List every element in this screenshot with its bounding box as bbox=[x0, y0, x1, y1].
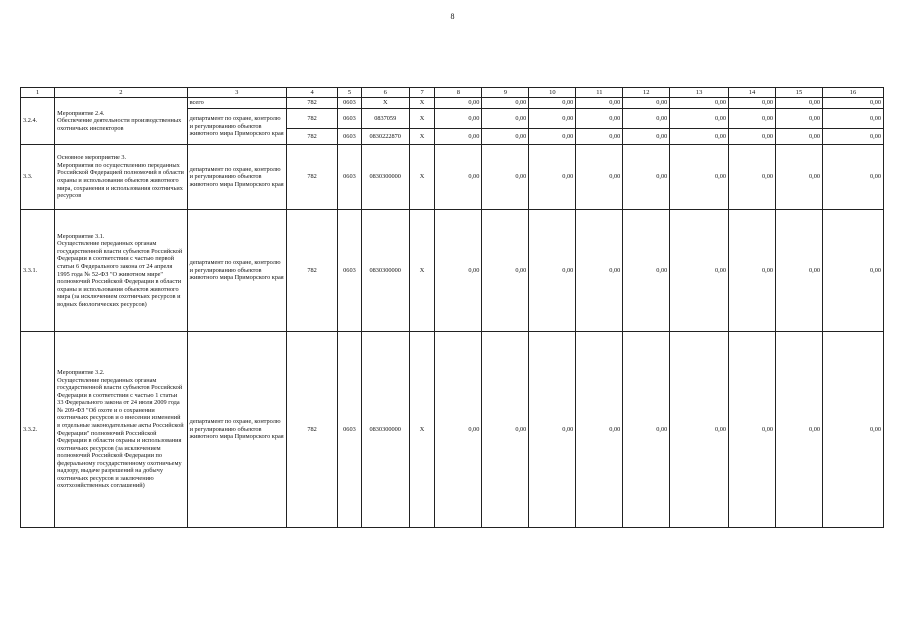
executor: департамент по охране, контролю и регулированию объектов животного мира Приморского края bbox=[187, 109, 286, 145]
rzpr-code: 0603 bbox=[338, 210, 361, 332]
value-cell: 0,00 bbox=[623, 109, 670, 129]
value-cell: 0,00 bbox=[729, 145, 776, 210]
rzpr-code: 0603 bbox=[338, 109, 361, 129]
row-number: 3.3.1. bbox=[21, 210, 55, 332]
value-cell: 0,00 bbox=[823, 332, 884, 528]
value-cell: 0,00 bbox=[776, 332, 823, 528]
rzpr-code: 0603 bbox=[338, 145, 361, 210]
value-cell: 0,00 bbox=[576, 129, 623, 145]
value-cell: 0,00 bbox=[576, 98, 623, 109]
value-cell: 0,00 bbox=[670, 98, 729, 109]
activity-name: Мероприятие 2.4. Обеспечение деятельности производственных охотничьих инспекторов bbox=[55, 98, 187, 145]
value-cell: 0,00 bbox=[482, 129, 529, 145]
column-header: 1 bbox=[21, 88, 55, 98]
executor: департамент по охране, контролю и регулированию объектов животного мира Приморского края bbox=[187, 332, 286, 528]
rzpr-code: 0603 bbox=[338, 129, 361, 145]
grbs-code: 782 bbox=[286, 332, 337, 528]
row-number: 3.3. bbox=[21, 145, 55, 210]
grbs-code: 782 bbox=[286, 145, 337, 210]
activity-name: Мероприятие 3.1. Осуществление переданных органам государственной власти субъектов Российской Федерации в соответствии с частью первой статьи 6 Федерального закона от 24 апреля 1995 года № 52-ФЗ "О животном мире" полномочий Российской Федерации в области охраны и использования объектов животного мира (за исключением охотничьих ресурсов и водных биологических ресурсов) bbox=[55, 210, 187, 332]
value-cell: 0,00 bbox=[529, 145, 576, 210]
value-cell: 0,00 bbox=[670, 145, 729, 210]
column-header: 3 bbox=[187, 88, 286, 98]
vr-code: Х bbox=[409, 129, 435, 145]
value-cell: 0,00 bbox=[729, 98, 776, 109]
column-header: 2 bbox=[55, 88, 187, 98]
value-cell: 0,00 bbox=[482, 98, 529, 109]
column-header: 7 bbox=[409, 88, 435, 98]
grbs-code: 782 bbox=[286, 210, 337, 332]
csr-code: 0837059 bbox=[361, 109, 409, 129]
value-cell: 0,00 bbox=[776, 109, 823, 129]
value-cell: 0,00 bbox=[623, 129, 670, 145]
value-cell: 0,00 bbox=[482, 109, 529, 129]
column-header: 16 bbox=[823, 88, 884, 98]
value-cell: 0,00 bbox=[435, 109, 482, 129]
value-cell: 0,00 bbox=[729, 210, 776, 332]
column-header: 13 bbox=[670, 88, 729, 98]
value-cell: 0,00 bbox=[670, 109, 729, 129]
column-header: 10 bbox=[529, 88, 576, 98]
value-cell: 0,00 bbox=[435, 129, 482, 145]
value-cell: 0,00 bbox=[482, 332, 529, 528]
column-header: 8 bbox=[435, 88, 482, 98]
page-number: 8 bbox=[450, 12, 455, 21]
value-cell: 0,00 bbox=[670, 332, 729, 528]
value-cell: 0,00 bbox=[823, 145, 884, 210]
value-cell: 0,00 bbox=[670, 129, 729, 145]
value-cell: 0,00 bbox=[435, 210, 482, 332]
value-cell: 0,00 bbox=[576, 145, 623, 210]
executor: департамент по охране, контролю и регулированию объектов животного мира Приморского края bbox=[187, 145, 286, 210]
value-cell: 0,00 bbox=[529, 332, 576, 528]
table-row bbox=[21, 98, 884, 109]
vr-code: Х bbox=[409, 145, 435, 210]
row-number: 3.3.2. bbox=[21, 332, 55, 528]
csr-code: 0830300000 bbox=[361, 332, 409, 528]
value-cell: 0,00 bbox=[623, 145, 670, 210]
value-cell: 0,00 bbox=[623, 332, 670, 528]
executor: всего bbox=[187, 98, 286, 109]
value-cell: 0,00 bbox=[823, 129, 884, 145]
column-header: 6 bbox=[361, 88, 409, 98]
value-cell: 0,00 bbox=[435, 332, 482, 528]
executor: департамент по охране, контролю и регулированию объектов животного мира Приморского края bbox=[187, 210, 286, 332]
activity-name: Мероприятие 3.2. Осуществление переданных органам государственной власти субъектов Российской Федерации в соответствии с частью 1 статьи 33 Федерального закона от 24 июля 2009 года № 209-ФЗ "Об охоте и о сохранении охотничьих ресурсов и о внесении изменений в отдельные законодательные акты Российской Федерации" полномочий Российской Федерации в области охраны и использования охотничьих ресурсов (за исключением полномочий Российской Федерации по федеральному государственному охотничьему надзору, выдаче разрешений на добычу охотничьих ресурсов и заключению охотхозяйственных соглашений) bbox=[55, 332, 187, 528]
csr-code: 0830222870 bbox=[361, 129, 409, 145]
value-cell: 0,00 bbox=[435, 98, 482, 109]
rzpr-code: 0603 bbox=[338, 332, 361, 528]
vr-code: Х bbox=[409, 98, 435, 109]
grbs-code: 782 bbox=[286, 129, 337, 145]
value-cell: 0,00 bbox=[729, 109, 776, 129]
value-cell: 0,00 bbox=[823, 98, 884, 109]
value-cell: 0,00 bbox=[435, 145, 482, 210]
budget-table bbox=[20, 87, 884, 528]
value-cell: 0,00 bbox=[623, 210, 670, 332]
row-number: 3.2.4. bbox=[21, 98, 55, 145]
value-cell: 0,00 bbox=[529, 98, 576, 109]
grbs-code: 782 bbox=[286, 98, 337, 109]
column-header: 9 bbox=[482, 88, 529, 98]
value-cell: 0,00 bbox=[576, 109, 623, 129]
value-cell: 0,00 bbox=[776, 129, 823, 145]
column-header: 15 bbox=[776, 88, 823, 98]
column-header: 4 bbox=[286, 88, 337, 98]
activity-name: Основное мероприятие 3. Мероприятия по осуществлению переданных Российской Федерацией полномочий в области охраны и использования объектов животного мира, сохранения и использования охотничьих ресурсов bbox=[55, 145, 187, 210]
value-cell: 0,00 bbox=[482, 145, 529, 210]
table-row bbox=[21, 332, 884, 528]
value-cell: 0,00 bbox=[776, 98, 823, 109]
value-cell: 0,00 bbox=[729, 332, 776, 528]
column-header: 11 bbox=[576, 88, 623, 98]
table-row bbox=[21, 145, 884, 210]
value-cell: 0,00 bbox=[623, 98, 670, 109]
value-cell: 0,00 bbox=[529, 210, 576, 332]
vr-code: Х bbox=[409, 109, 435, 129]
value-cell: 0,00 bbox=[776, 145, 823, 210]
value-cell: 0,00 bbox=[670, 210, 729, 332]
value-cell: 0,00 bbox=[776, 210, 823, 332]
value-cell: 0,00 bbox=[823, 210, 884, 332]
csr-code: Х bbox=[361, 98, 409, 109]
value-cell: 0,00 bbox=[576, 210, 623, 332]
column-header: 5 bbox=[338, 88, 361, 98]
value-cell: 0,00 bbox=[482, 210, 529, 332]
rzpr-code: 0603 bbox=[338, 98, 361, 109]
value-cell: 0,00 bbox=[576, 332, 623, 528]
csr-code: 0830300000 bbox=[361, 145, 409, 210]
value-cell: 0,00 bbox=[529, 109, 576, 129]
grbs-code: 782 bbox=[286, 109, 337, 129]
column-header: 14 bbox=[729, 88, 776, 98]
value-cell: 0,00 bbox=[729, 129, 776, 145]
value-cell: 0,00 bbox=[529, 129, 576, 145]
table-row bbox=[21, 210, 884, 332]
value-cell: 0,00 bbox=[823, 109, 884, 129]
csr-code: 0830300000 bbox=[361, 210, 409, 332]
vr-code: Х bbox=[409, 210, 435, 332]
column-number-row bbox=[21, 88, 884, 98]
column-header: 12 bbox=[623, 88, 670, 98]
vr-code: Х bbox=[409, 332, 435, 528]
